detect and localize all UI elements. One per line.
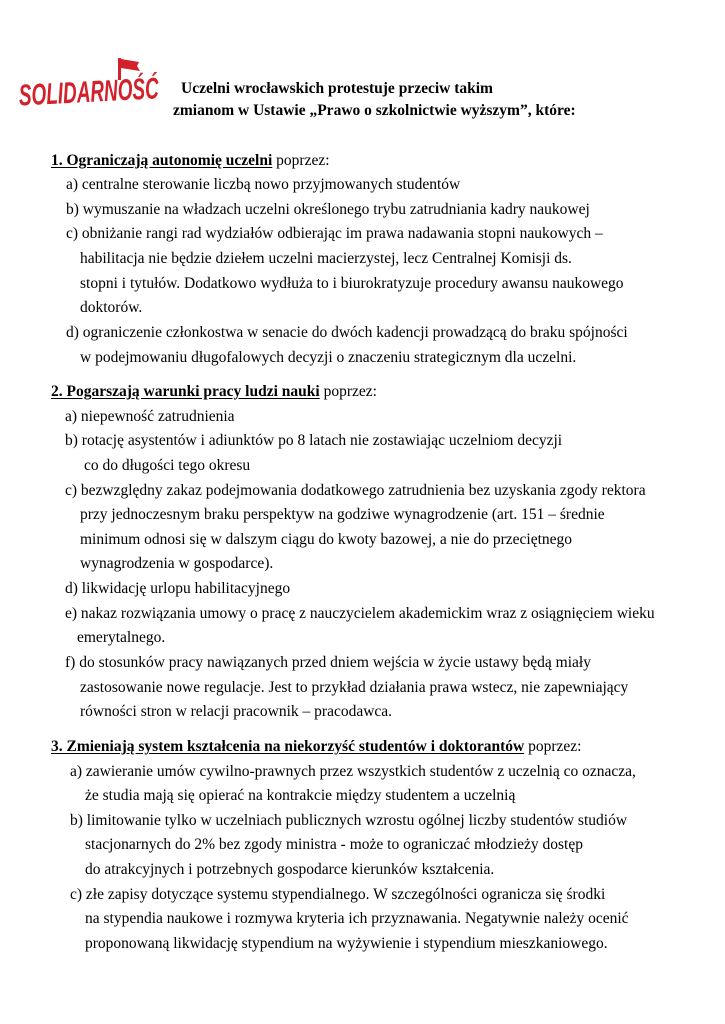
list-item-continuation: doktorów. bbox=[80, 299, 143, 316]
list-item: b) wymuszanie na władzach uczelni określonego trybu zatrudniania kadry naukowej bbox=[66, 201, 590, 218]
section-title: 2. Pogarszają warunki pracy ludzi nauki bbox=[51, 383, 320, 400]
list-item-continuation: stopni i tytułów. Dodatkowo wydłuża to i biurokratyzuje procedury awansu naukowego bbox=[80, 275, 624, 292]
list-item-continuation: na stypendia naukowe i rozmywa kryteria ich przyznawania. Negatywnie należy ocenić bbox=[85, 910, 629, 927]
list-item-continuation: w podejmowaniu długofalowych decyzji o znaczeniu strategicznym dla uczelni. bbox=[80, 349, 577, 366]
solidarnosc-logo bbox=[17, 56, 242, 116]
list-item: b) rotację asystentów i adiunktów po 8 latach nie zostawiając uczelniom decyzji bbox=[65, 432, 563, 449]
list-item-continuation: minimum odnosi się w dalszym ciągu do kwoty bazowej, a nie do przeciętnego bbox=[80, 531, 573, 548]
section-heading bbox=[51, 149, 330, 173]
list-item: c) bezwzględny zakaz podejmowania dodatkowego zatrudnienia bez uzyskania zgody rektora bbox=[65, 482, 646, 499]
list-item: e) nakaz rozwiązania umowy o pracę z nauczycielem akademickim wraz z osiągnięciem wieku bbox=[65, 605, 655, 622]
section-title: 3. Zmieniają system kształcenia na niekorzyść studentów i doktorantów bbox=[51, 738, 525, 755]
list-item: c) obniżanie rangi rad wydziałów odbierając im prawa nadawania stopni naukowych – bbox=[66, 225, 603, 242]
list-item: a) niepewność zatrudnienia bbox=[65, 408, 235, 425]
list-item: f) do stosunków pracy nawiązanych przed dniem wejścia w życie ustawy będą miały bbox=[65, 654, 591, 671]
list-item-continuation: zastosowanie nowe regulacje. Jest to przykład działania prawa wstecz, nie zapewniający bbox=[80, 679, 629, 696]
list-item: d) ograniczenie członkostwa w senacie do dwóch kadencji prowadzącą do braku spójności bbox=[66, 324, 628, 341]
list-item-continuation: stacjonarnych do 2% bez zgody ministra - może to ograniczać młodzieży dostęp bbox=[85, 836, 583, 853]
list-item-continuation: równości stron w relacji pracownik – pracodawca. bbox=[80, 703, 393, 720]
list-item-continuation: co do długości tego okresu bbox=[84, 457, 251, 474]
svg-text:SOLIDARNOŚĆ: SOLIDARNOŚĆ bbox=[18, 67, 242, 113]
list-item: d) likwidację urlopu habilitacyjnego bbox=[65, 580, 291, 597]
list-item: a) centralne sterowanie liczbą nowo przyjmowanych studentów bbox=[66, 176, 461, 193]
list-item-continuation: habilitacja nie będzie dziełem uczelni macierzystej, lecz Centralnej Komisji ds. bbox=[80, 250, 572, 267]
header-line-2: zmianom w Ustawie „Prawo o szkolnictwie wyższym”, które: bbox=[173, 102, 576, 119]
list-item: b) limitowanie tylko w uczelniach publicznych wzrostu ogólnej liczby studentów studiów bbox=[70, 812, 628, 829]
list-item-continuation: proponowaną likwidację stypendium na wyżywienie i stypendium mieszkaniowego. bbox=[85, 935, 608, 952]
section-suffix: poprzez: bbox=[319, 383, 377, 400]
list-item-continuation: przy jednoczesnym braku perspektyw na godziwe wynagrodzenie (art. 151 – średnie bbox=[80, 506, 605, 523]
section-title: 1. Ograniczają autonomię uczelni bbox=[51, 152, 273, 169]
list-item-continuation: emerytalnego. bbox=[77, 629, 166, 646]
section-heading bbox=[51, 380, 377, 404]
header-line-1: Uczelni wrocławskich protestuje przeciw takim bbox=[181, 80, 493, 97]
section-heading bbox=[51, 735, 581, 759]
list-item: a) zawieranie umów cywilno-prawnych przez wszystkich studentów z uczelnią co oznacza, bbox=[70, 763, 636, 780]
section-suffix: poprzez: bbox=[272, 152, 330, 169]
section-suffix: poprzez: bbox=[524, 738, 582, 755]
list-item-continuation: wynagrodzenia w gospodarce). bbox=[80, 555, 274, 572]
list-item-continuation: że studia mają się opierać na kontrakcie między studentem a uczelnią bbox=[85, 787, 516, 804]
list-item: c) złe zapisy dotyczące systemu stypendialnego. W szczególności ogranicza się środki bbox=[70, 886, 606, 903]
list-item-continuation: do atrakcyjnych i potrzebnych gospodarce kierunków kształcenia. bbox=[85, 861, 495, 878]
